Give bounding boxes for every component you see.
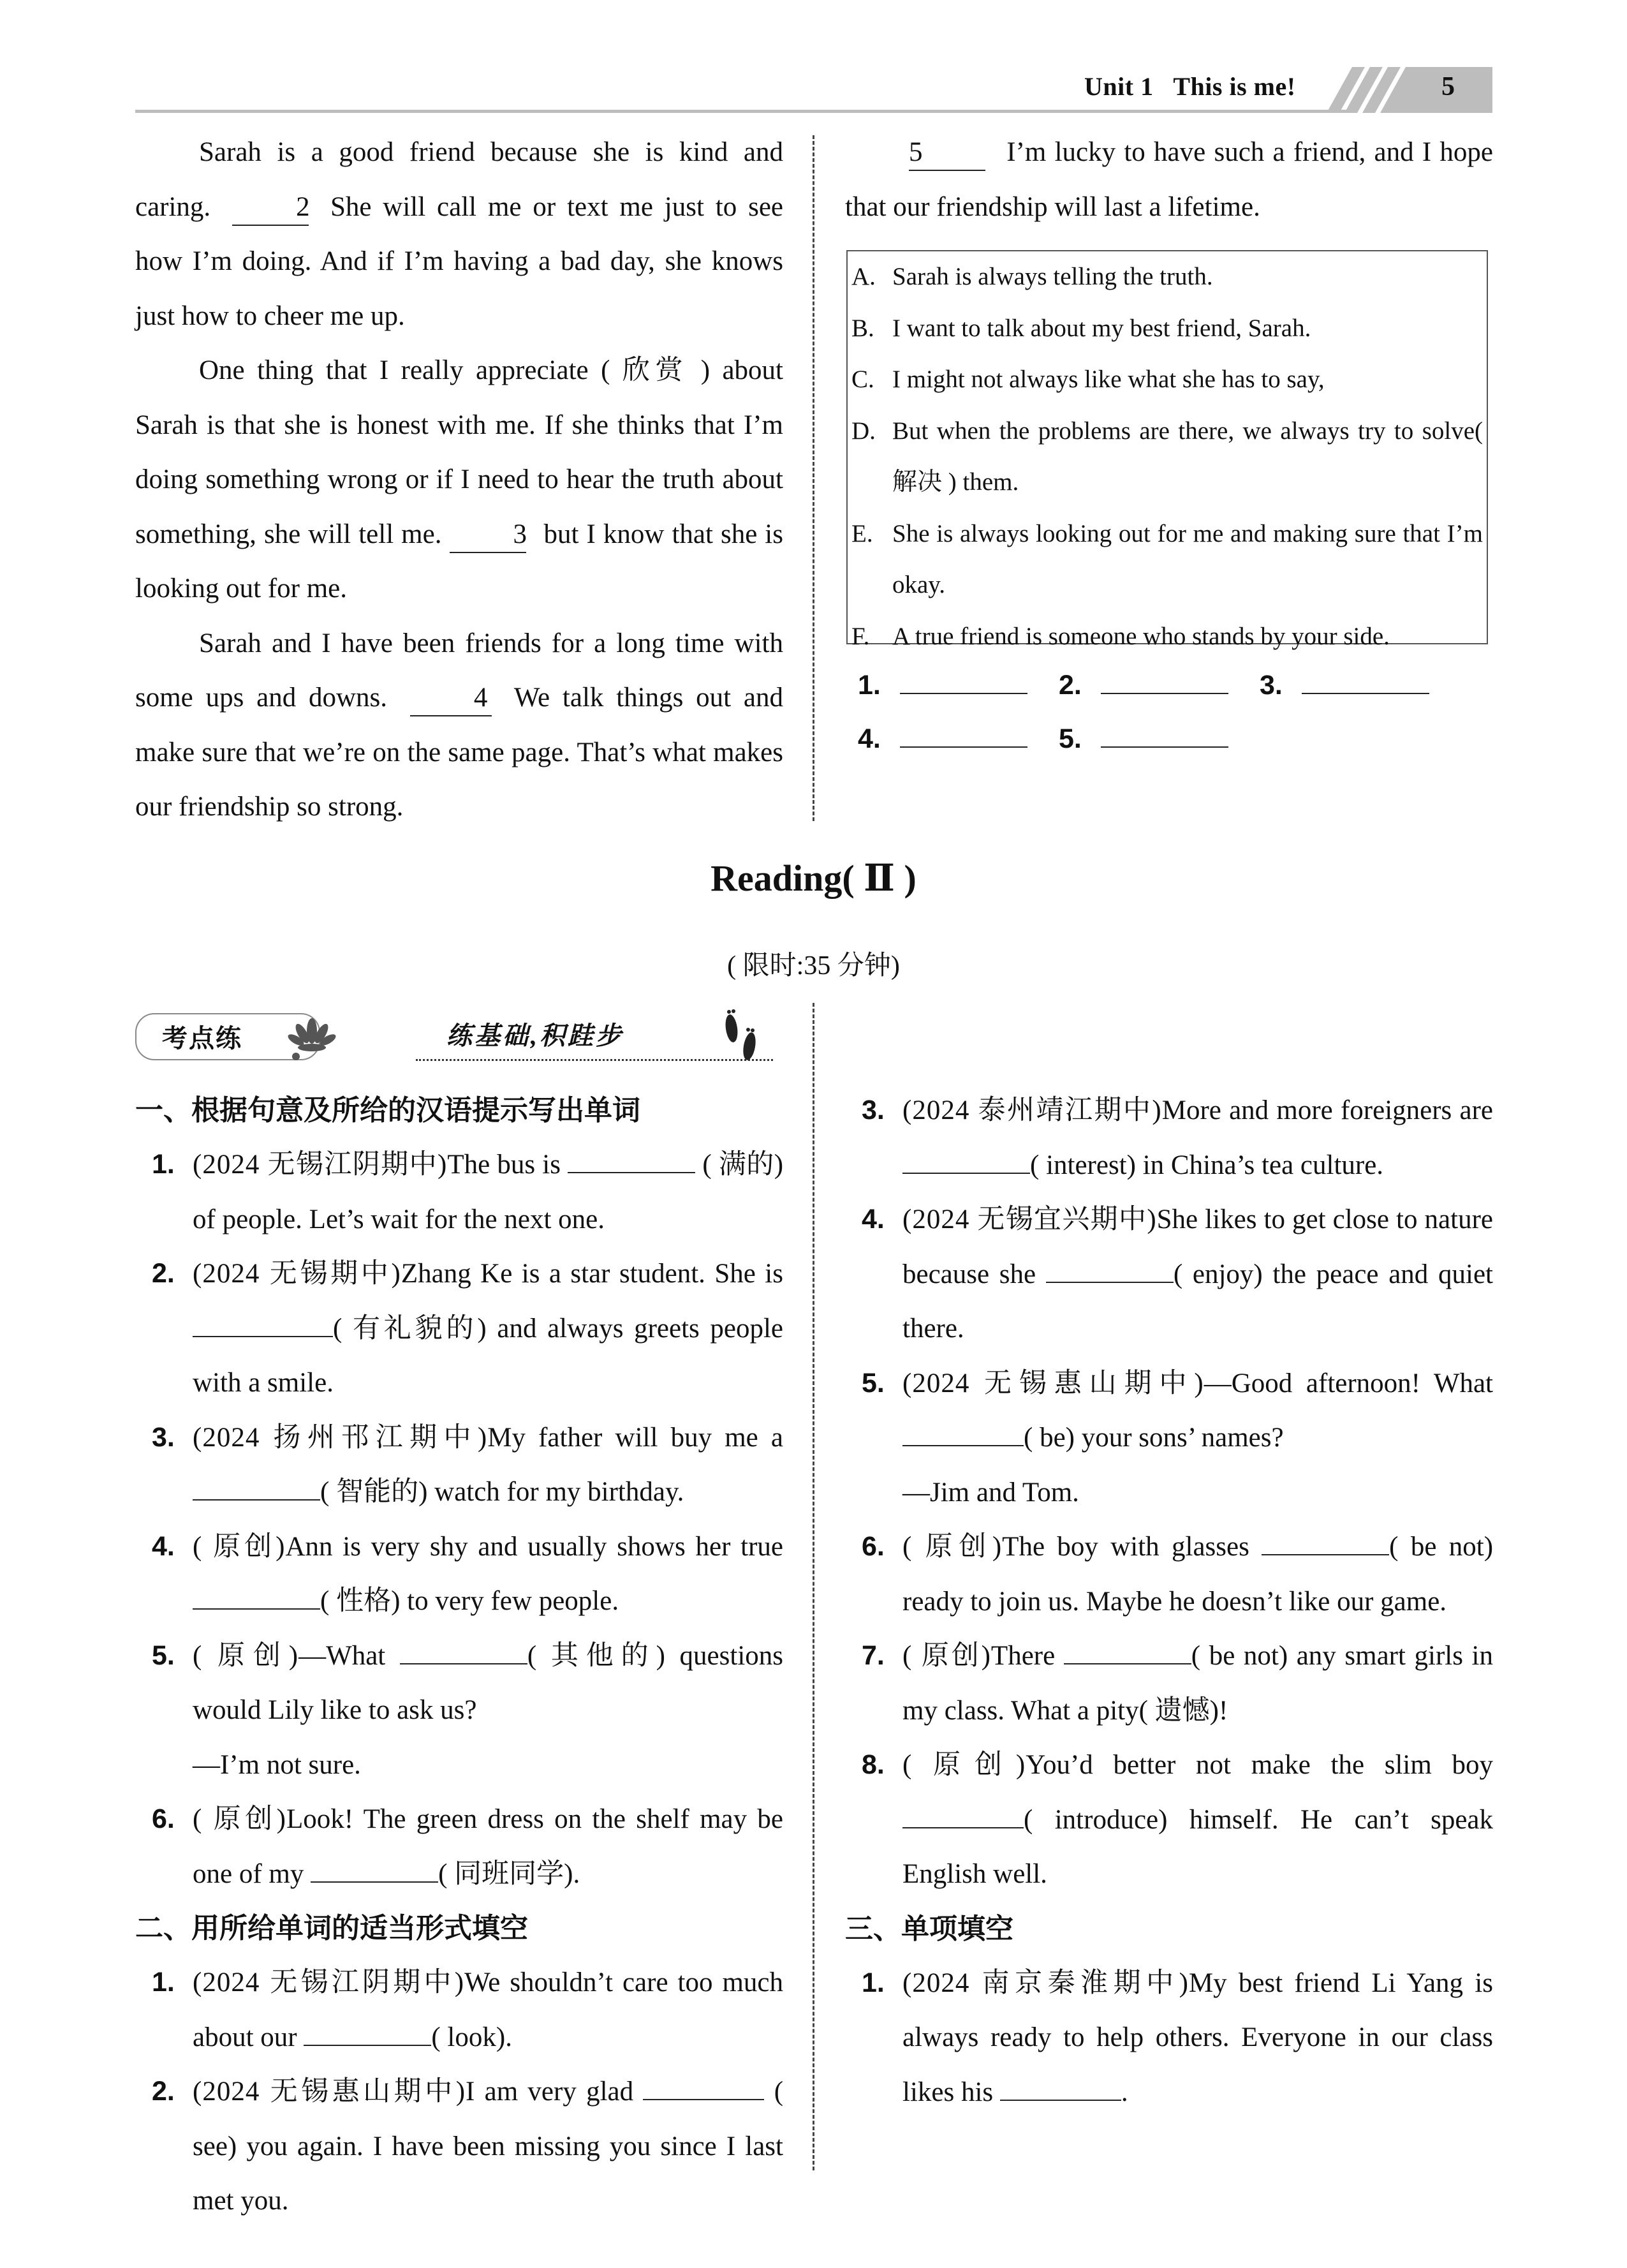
question-text: ( interest) in China’s tea culture. bbox=[1030, 1150, 1384, 1180]
question-number: 4. bbox=[152, 1531, 175, 1562]
question-text: ( 满的) of people. Let’s wait for the next one. bbox=[193, 1150, 784, 1234]
answer-blank[interactable] bbox=[304, 2019, 431, 2046]
answer-blank[interactable] bbox=[902, 1147, 1030, 1174]
option-text: Sarah is always telling the truth. bbox=[892, 263, 1213, 290]
question-item bbox=[845, 1192, 1493, 1356]
blank-5[interactable]: 5 bbox=[909, 138, 985, 171]
answer-blank[interactable] bbox=[1064, 1638, 1191, 1664]
answer-blank[interactable] bbox=[193, 1310, 333, 1337]
question-number: 5. bbox=[152, 1640, 175, 1671]
exercises-left bbox=[135, 1083, 783, 2228]
question-source: (2024 无锡宜兴期中) bbox=[902, 1204, 1157, 1234]
passage-text: Sarah and I have been friends for a long time with some ups and downs. bbox=[135, 628, 783, 713]
answer-blank[interactable] bbox=[902, 1419, 1024, 1446]
header-stripes-decoration bbox=[1327, 67, 1492, 113]
question-item bbox=[845, 1356, 1493, 1520]
question-item bbox=[135, 1955, 783, 2064]
blank-4[interactable]: 4 bbox=[410, 684, 492, 716]
question-source: ( 原创) bbox=[193, 1804, 286, 1834]
question-source: (2024 泰州靖江期中) bbox=[902, 1095, 1162, 1125]
option-letter: B. bbox=[851, 314, 874, 342]
column-divider bbox=[813, 135, 814, 821]
question-text: Ann is very shy and usually shows her true bbox=[285, 1531, 783, 1562]
question-text: The boy with glasses bbox=[1002, 1532, 1249, 1562]
question-text: ( 性格) to very few people. bbox=[320, 1586, 619, 1616]
question-text: My father will buy me a bbox=[487, 1422, 783, 1453]
question-number: 7. bbox=[862, 1640, 885, 1671]
practice-banner bbox=[135, 1007, 779, 1064]
answer-2[interactable] bbox=[1059, 670, 1228, 701]
question-number: 3. bbox=[152, 1421, 175, 1453]
passage-text: She will call me or text me just to see how I’m doing. And if I’m having a bad day, she knows just how to cheer me up. bbox=[135, 191, 784, 331]
question-text: —What bbox=[298, 1640, 386, 1671]
passage-text: We talk things out and make sure that we’re on the same page. That’s what makes our friendship so strong. bbox=[135, 683, 783, 822]
passage-text: but I know that she is looking out for me. bbox=[135, 519, 783, 604]
answer-1[interactable] bbox=[858, 670, 1027, 701]
question-source: ( 原创) bbox=[902, 1532, 1003, 1562]
question-reply: —I’m not sure. bbox=[193, 1749, 361, 1780]
answer-blank[interactable] bbox=[1046, 1256, 1174, 1283]
question-number: 2. bbox=[152, 1258, 175, 1289]
header-rule bbox=[135, 110, 1347, 113]
option-d[interactable] bbox=[851, 406, 1483, 508]
question-number: 1. bbox=[862, 1967, 885, 1998]
question-number: 5. bbox=[862, 1367, 885, 1398]
question-item bbox=[135, 1411, 783, 1520]
option-text: A true friend is someone who stands by your side. bbox=[892, 622, 1390, 650]
question-text: She likes to get close to nature because she bbox=[902, 1204, 1493, 1289]
passage-right bbox=[845, 125, 1493, 234]
blank-3[interactable]: 3 bbox=[450, 521, 526, 553]
question-text: ( look). bbox=[431, 2022, 512, 2052]
banner-slogan: 练基础,积跬步 bbox=[446, 1021, 624, 1050]
lotus-icon bbox=[283, 1012, 341, 1063]
column-divider bbox=[813, 1003, 814, 2170]
answer-blank[interactable] bbox=[900, 670, 1027, 694]
question-text: —Good afternoon! What bbox=[1204, 1368, 1493, 1398]
option-c[interactable] bbox=[851, 354, 1483, 406]
question-item bbox=[135, 1792, 783, 1901]
answer-label: 5. bbox=[1059, 723, 1082, 754]
question-number: 1. bbox=[152, 1149, 175, 1180]
question-text: ( enjoy) the peace and quiet there. bbox=[902, 1259, 1493, 1344]
question-text: ( 其他的) questions would Lily like to ask us? bbox=[193, 1640, 783, 1725]
question-text: ( see) you again. I have been missing you since I last met you. bbox=[193, 2077, 784, 2216]
passage-paragraph bbox=[135, 616, 783, 834]
question-source: (2024 无锡期中) bbox=[193, 1259, 401, 1289]
option-letter: D. bbox=[851, 417, 876, 445]
question-item bbox=[135, 2064, 783, 2228]
question-item bbox=[135, 1629, 783, 1793]
question-text: . bbox=[1121, 2077, 1128, 2107]
question-reply: —Jim and Tom. bbox=[902, 1477, 1079, 1508]
option-b[interactable] bbox=[851, 303, 1483, 355]
question-item bbox=[135, 1247, 783, 1411]
option-letter: C. bbox=[851, 366, 874, 393]
question-source: ( 原创) bbox=[902, 1641, 991, 1671]
answer-blank[interactable] bbox=[400, 1638, 527, 1664]
answer-label: 2. bbox=[1059, 670, 1082, 700]
question-item bbox=[845, 1738, 1493, 1902]
answer-blank[interactable] bbox=[193, 1583, 320, 1610]
footprints-icon bbox=[719, 1007, 763, 1068]
time-limit: ( 限时:35 分钟) bbox=[727, 951, 900, 981]
question-text: Look! The green dress on the shelf may be one of my bbox=[193, 1804, 783, 1889]
question-source: ( 原创) bbox=[902, 1750, 1026, 1780]
options-box bbox=[846, 250, 1488, 650]
question-item bbox=[845, 1629, 1493, 1738]
answer-blank[interactable] bbox=[643, 2073, 764, 2100]
question-text: More and more foreigners are bbox=[1161, 1095, 1493, 1125]
question-text: ( introduce) himself. He can’t speak English well. bbox=[902, 1804, 1493, 1889]
question-item bbox=[135, 1138, 783, 1247]
banner-tag-text: 考点练 bbox=[162, 1024, 242, 1053]
answer-blank[interactable] bbox=[311, 1856, 438, 1883]
question-source: (2024 无锡江阴期中) bbox=[193, 1150, 448, 1180]
part3-heading: 三、单项填空 bbox=[845, 1912, 1013, 1945]
answer-4[interactable] bbox=[858, 723, 1027, 755]
passage-paragraph bbox=[135, 343, 783, 616]
answer-3[interactable] bbox=[1260, 670, 1429, 701]
option-e[interactable] bbox=[851, 508, 1483, 611]
passage-paragraph bbox=[845, 125, 1493, 234]
question-item bbox=[845, 1083, 1493, 1192]
answer-label: 3. bbox=[1260, 670, 1283, 700]
answer-label: 1. bbox=[858, 670, 881, 700]
option-letter: E. bbox=[851, 519, 873, 547]
page-number: 5 bbox=[1441, 72, 1455, 101]
question-number: 3. bbox=[862, 1095, 885, 1125]
option-a[interactable] bbox=[851, 251, 1483, 303]
question-number: 1. bbox=[152, 1967, 175, 1997]
blank-2[interactable]: 2 bbox=[232, 193, 309, 226]
question-item bbox=[845, 1956, 1493, 2120]
question-text: There bbox=[990, 1641, 1056, 1671]
exercises-right bbox=[845, 1083, 1493, 2119]
option-f[interactable] bbox=[851, 611, 1483, 663]
passage-paragraph bbox=[135, 125, 783, 343]
answer-blank[interactable] bbox=[1101, 670, 1228, 694]
option-text: She is always looking out for me and making sure that I’m okay. bbox=[892, 519, 1483, 598]
question-source: (2024 扬州邗江期中) bbox=[193, 1422, 488, 1453]
answer-blank[interactable] bbox=[568, 1146, 695, 1173]
question-number: 2. bbox=[152, 2076, 175, 2107]
answer-blank[interactable] bbox=[1302, 670, 1429, 694]
question-source: ( 原创) bbox=[193, 1640, 299, 1671]
unit-title: Unit 1 This is me! bbox=[1084, 72, 1296, 101]
option-text: But when the problems are there, we always try to solve( 解决 ) them. bbox=[892, 417, 1483, 496]
question-number: 8. bbox=[862, 1749, 885, 1780]
passage-left bbox=[135, 125, 783, 834]
question-text: ( 智能的) watch for my birthday. bbox=[320, 1477, 684, 1507]
question-source: ( 原创) bbox=[193, 1531, 286, 1562]
passage-text: One thing that I really appreciate ( 欣赏 ) about Sarah is that she is honest with me. If she thinks that I’m doing something wrong or if I need to hear the truth about something, she will tell me. bbox=[135, 355, 783, 549]
question-number: 6. bbox=[152, 1804, 175, 1834]
option-letter: F. bbox=[851, 622, 870, 650]
question-source: (2024 南京秦淮期中) bbox=[902, 1968, 1189, 1998]
passage-text: Sarah is a good friend because she is kind and caring. bbox=[135, 137, 783, 222]
answer-blank[interactable] bbox=[1262, 1529, 1389, 1555]
answer-5[interactable] bbox=[1059, 723, 1228, 755]
answer-blank[interactable] bbox=[193, 1474, 320, 1501]
answer-blank[interactable] bbox=[1101, 723, 1228, 748]
part2-heading: 二、用所给单词的适当形式填空 bbox=[135, 1912, 528, 1945]
part1-heading: 一、根据句意及所给的汉语提示写出单词 bbox=[135, 1094, 640, 1127]
question-text: The bus is bbox=[447, 1150, 561, 1180]
option-text: I might not always like what she has to say, bbox=[892, 366, 1325, 393]
answer-blank[interactable] bbox=[902, 1802, 1024, 1828]
option-text: I want to talk about my best friend, Sarah. bbox=[892, 314, 1311, 342]
question-number: 6. bbox=[862, 1531, 885, 1562]
answer-blank[interactable] bbox=[900, 723, 1027, 748]
question-text: ( be) your sons’ names? bbox=[1024, 1423, 1284, 1453]
option-letter: A. bbox=[851, 263, 876, 290]
question-text: Zhang Ke is a star student. She is bbox=[401, 1259, 783, 1289]
question-source: (2024 无锡惠山期中) bbox=[902, 1368, 1204, 1398]
question-number: 4. bbox=[862, 1204, 885, 1234]
question-text: We shouldn’t care too much about our bbox=[193, 1968, 784, 2052]
question-text: You’d better not make the slim boy bbox=[1026, 1750, 1493, 1780]
passage-text: I’m lucky to have such a friend, and I hope that our friendship will last a lifetime. bbox=[845, 137, 1493, 222]
question-item bbox=[845, 1520, 1493, 1629]
question-source: (2024 无锡江阴期中) bbox=[193, 1968, 465, 1997]
question-text: ( 有礼貌的) and always greets people with a smile. bbox=[193, 1313, 783, 1398]
question-text: I am very glad bbox=[466, 2077, 634, 2107]
section-title: Reading( Ⅱ ) bbox=[710, 857, 917, 899]
question-item bbox=[135, 1520, 783, 1629]
question-text: My best friend Li Yang is always ready to help others. Everyone in our class likes his bbox=[902, 1968, 1493, 2107]
question-text: ( 同班同学). bbox=[438, 1858, 580, 1889]
question-text: ( be not) any smart girls in my class. What a pity( 遗憾)! bbox=[902, 1641, 1494, 1726]
answer-label: 4. bbox=[858, 723, 881, 754]
answer-blank[interactable] bbox=[1000, 2074, 1121, 2101]
question-source: (2024 无锡惠山期中) bbox=[193, 2077, 466, 2107]
question-text: ( be not) ready to join us. Maybe he doesn’t like our game. bbox=[902, 1532, 1494, 1617]
